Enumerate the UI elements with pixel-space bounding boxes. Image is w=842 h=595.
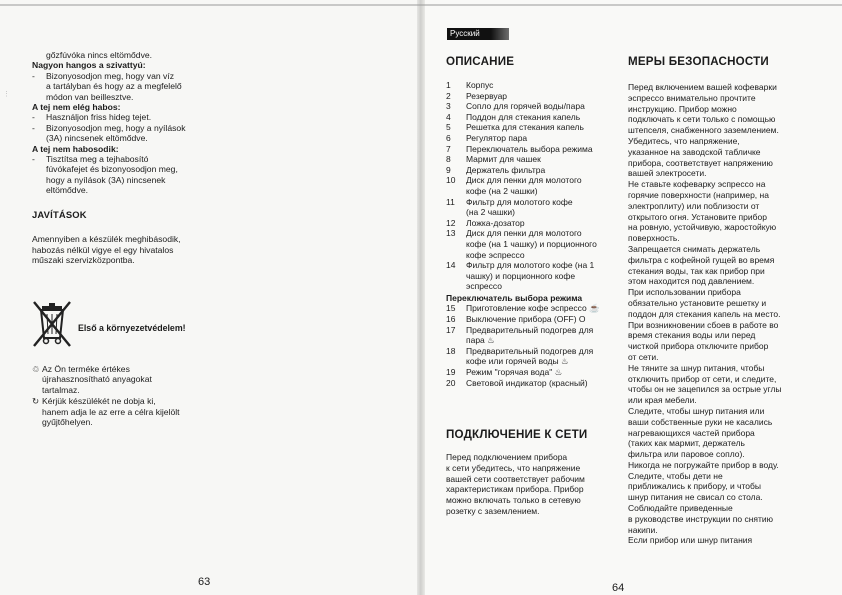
safety-line: или края мебели. [628,395,697,406]
bullet-dash: - [32,122,35,133]
environment-line: gyűjtőhelyen. [42,417,93,428]
safety-line: При возникновении сбоев в работе во [628,319,779,330]
part-item-number: 6 [446,132,451,143]
safety-line: Перед включением вашей кофеварки [628,82,777,92]
repair-line: műszaki szervizközpontba. [32,254,135,265]
part-item-text: Держатель фильтра [466,164,546,175]
language-tab-gradient [491,28,509,40]
repair-text [32,234,207,265]
repair-line: habozás nélkül vigye el egy hivatalos [32,244,174,255]
environment-mark-icon: ↻ [32,396,40,407]
safety-line: штепселя, снабженного заземлением. [628,125,779,136]
mode-item-number: 18 [446,345,456,356]
part-item [446,154,618,165]
mode-item-number: 20 [446,377,456,388]
page-number-right: 64 [612,582,625,594]
bullet-dash: - [32,154,35,165]
part-item-text: Корпус [466,80,494,90]
part-item-number: 13 [446,228,456,239]
part-item-text: Решетка для стекания капель [466,122,584,133]
part-item-text: Мармит для чашек [466,154,541,165]
connection-line: вашей сети соответствует рабочим [446,473,585,484]
connection-text [446,452,585,517]
environment-line: Az Ön terméke értékes [42,364,130,374]
safety-heading: МЕРЫ БЕЗОПАСНОСТИ [628,55,769,68]
safety-line: Запрещается снимать держатель [628,243,761,254]
environment-label: Első a környezetvédelem! [78,323,186,333]
section-line [32,71,207,81]
part-item [446,197,618,218]
part-item-number: 12 [446,217,456,228]
environment-list [32,364,192,427]
safety-line: обязательно установите решетку и [628,297,767,308]
part-item [446,175,618,196]
safety-line: нагревающихся частей прибора [628,427,755,438]
safety-line: открытого огня. Установите прибор [628,211,767,222]
part-item [446,133,618,144]
parts-list [446,80,618,388]
section-line-text: (3A) nincsenek eltömődve. [46,133,148,144]
mode-selector-heading: Переключатель выбора режима [446,292,583,303]
part-item-text: Поддон для стекания капель [466,111,581,122]
part-item [446,218,618,229]
section-line [32,133,207,143]
part-item-number: 5 [446,122,451,133]
language-tab: Русский [447,28,509,40]
section-line-text: Használjon friss hideg tejet. [46,112,152,123]
section-line [32,164,207,174]
safety-line: Не ставьте кофеварку эспрессо на [628,179,766,190]
safety-line: Убедитесь, что напряжение, [628,135,740,146]
part-item [446,112,618,123]
mode-item [446,378,618,389]
section-line [32,123,207,133]
mode-item-text: Предварительный подогрев для [466,345,594,356]
part-item-text: Диск для пенки для молотого [466,228,582,239]
safety-line: При использовании прибора [628,287,741,298]
section-line [32,175,207,185]
bullet-dash: - [32,70,35,81]
safety-line: инструкцию. Прибор можно [628,103,737,114]
repair-heading: JAVÍTÁSOK [32,208,87,220]
part-item-number: 14 [446,260,456,271]
repair-line: Amennyiben a készülék meghibásodik, [32,234,181,245]
section-line-text: Bizonyosodjon meg, hogy a nyílások [46,122,186,133]
part-item [446,101,618,112]
section-line-text: fúvókafejet és bizonyosodjon meg, [46,164,178,175]
mode-item [446,346,618,367]
part-item-text: эспрессо [466,281,502,292]
mode-item-number: 16 [446,314,456,325]
part-item-number: 3 [446,101,451,112]
description-heading: ОПИСАНИЕ [446,55,515,68]
part-item [446,91,618,102]
environment-line: Kérjük készülékét ne dobja ki, [42,396,156,407]
part-item-text: Фильтр для молотого кофе [466,196,573,207]
connection-heading: ПОДКЛЮЧЕНИЕ К СЕТИ [446,428,588,441]
safety-line: Соблюдайте приведенные [628,503,733,514]
safety-line: этом находится под давлением. [628,276,755,287]
environment-line: tartalmaz. [42,384,80,395]
intro-text: gőzfúvóka nincs eltömődve. [46,50,153,60]
section-line-text: a tartályban és hogy az a megfelelő [46,81,182,92]
weee-bin-icon [30,300,74,350]
connection-line: можно включать только в сетевую [446,495,581,506]
section-heading: A tej nem habosodik: [32,143,119,154]
part-item-text: Ложка-дозатор [466,217,525,228]
part-item-text: Диск для пенки для молотого [466,175,582,186]
safety-line: фильтра или паровое сопло). [628,449,745,460]
mode-item-number: 17 [446,324,456,335]
safety-line: время стекания воды или перед [628,330,756,341]
safety-line: горячие поверхности (например, на [628,189,769,200]
part-item-number: 4 [446,111,451,122]
safety-line: чисткой прибора отключите прибор [628,341,769,352]
safety-line: от сети. [628,351,659,362]
section-line-text: eltömődve. [46,185,89,196]
scan-edge-line [0,4,842,6]
part-item-number: 9 [446,164,451,175]
safety-line: приближались к прибору, и чтобы [628,481,761,492]
connection-line: характеристикам прибора. Прибор [446,484,584,495]
mode-item-text: Световой индикатор (красный) [466,377,588,388]
mode-item-text: Предварительный подогрев для [466,324,594,335]
mode-item [446,367,618,378]
bullet-dash: - [32,112,35,123]
section-line [32,185,207,195]
safety-line: чтобы он не зацепился за острые углы [628,384,782,395]
part-item [446,228,618,260]
part-item-text: Переключатель выбора режима [466,143,593,154]
safety-line: вашей электросети. [628,168,707,179]
part-item [446,144,618,155]
safety-line: Следите, чтобы дети не [628,470,723,481]
mode-item-text: пара ♨ [466,335,495,346]
part-item-text: Сопло для горячей воды/пара [466,101,585,112]
mode-item-number: 19 [446,367,456,378]
mode-item-text: Приготовление кофе эспрессо ☕ [466,303,600,314]
book-gutter [417,0,425,595]
environment-mark-icon: ♲ [32,364,40,374]
mode-item-number: 15 [446,303,456,314]
safety-line: (таких как мармит, держатель [628,438,745,449]
environment-item [32,364,192,395]
part-item-text: кофе (на 1 чашку) и порционного [466,238,597,249]
safety-line: электроплиту) или поблизости от [628,200,760,211]
safety-line: стекания воды, так как прибор при [628,265,765,276]
mode-item [446,303,618,314]
safety-line: Если прибор или шнур питания [628,535,753,546]
part-item-text: кофе эспрессо [466,249,525,260]
part-item-text: Резервуар [466,90,508,101]
safety-line: поверхность. [628,233,680,244]
safety-line: Не тяните за шнур питания, чтобы [628,362,765,373]
environment-line: újrahasznosítható anyagokat [42,374,152,385]
page-number-left: 63 [198,576,211,588]
safety-line: эспрессо внимательно прочтите [628,92,756,103]
section-line-text: módon van beillesztve. [46,91,134,102]
mode-item-text: кофе или горячей воды ♨ [466,356,569,367]
mode-item [446,325,618,346]
connection-line: к сети убедитесь, что напряжение [446,462,581,473]
mode-item-text: Выключение прибора (OFF) O [466,314,586,325]
section-heading: Nagyon hangos a szivattyú: [32,60,146,71]
section-line-text: Tisztítsa meg a tejhabosító [46,154,149,165]
part-item-number: 2 [446,90,451,101]
mode-item [446,314,618,325]
environment-line: hanem adja le az erre a célra kijelölt [42,406,180,417]
safety-line: в руководстве инструкции по снятию [628,513,774,524]
section-line [32,154,207,164]
connection-line: розетку с заземлением. [446,505,540,516]
part-item-number: 11 [446,196,455,207]
troubleshooting-sections [32,60,207,195]
section-line-text: hogy a nyílások (3A) nincsenek [46,174,166,185]
safety-line: подключать к сети только с помощью [628,114,776,125]
part-item [446,80,618,91]
part-item-text: чашку) и порционного кофе [466,270,576,281]
part-item-text: кофе (на 2 чашки) [466,185,538,196]
part-item-number: 1 [446,80,451,90]
part-item [446,165,618,176]
part-item-number: 7 [446,143,451,154]
safety-text [628,82,782,546]
safety-line: фильтра с кофейной гущей во время [628,254,775,265]
scan-artifact: ⋮ [3,91,10,98]
part-item [446,122,618,133]
troubleshooting-block [32,50,207,265]
part-item-text: Фильтр для молотого кофе (на 1 [466,260,595,271]
safety-line: поддон для стекания капель на место. [628,308,781,319]
part-item-text: (на 2 чашки) [466,207,515,218]
section-line [32,81,207,91]
safety-line: прибора, соответствует напряжению [628,157,773,168]
part-item [446,260,618,292]
part-item-text: Регулятор пара [466,132,528,143]
safety-line: Следите, чтобы шнур питания или [628,405,765,416]
section-line-text: Bizonyosodjon meg, hogy van víz [46,70,175,81]
mode-item-text: Режим "горячая вода" ♨ [466,367,563,378]
section-line [32,112,207,122]
part-item-number: 8 [446,154,451,165]
safety-line: накипи. [628,524,658,535]
environment-item [32,396,192,427]
connection-line: Перед подключением прибора [446,452,568,462]
safety-line: отключить прибор от сети, и следите, [628,373,777,384]
safety-line: ваши собственные руки не касались [628,416,773,427]
safety-line: шнур питания не свисал со стола. [628,492,763,503]
section-line [32,92,207,102]
safety-line: на ровную, устойчивую, жаростойкую [628,222,777,233]
safety-line: указанное на заводской табличке [628,146,761,157]
section-heading: A tej nem elég habos: [32,102,121,113]
safety-line: Никогда не погружайте прибор в воду. [628,459,779,470]
part-item-number: 10 [446,175,456,186]
